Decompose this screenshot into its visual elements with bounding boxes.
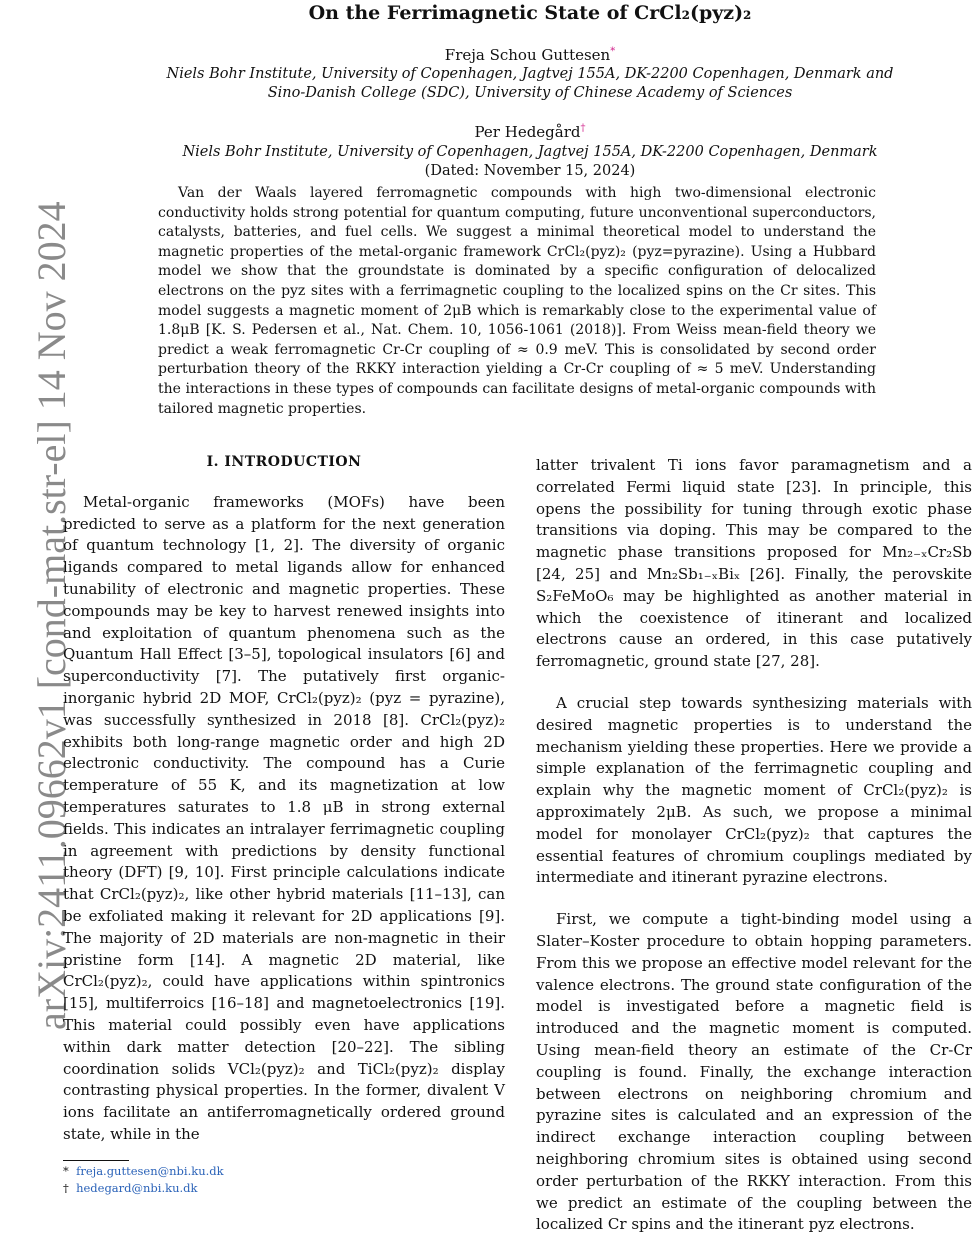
right-column <box>536 455 972 1236</box>
dated-line: (Dated: November 15, 2024) <box>424 163 636 179</box>
author-1 <box>0 46 975 64</box>
intro-paragraph-2: A crucial step towards synthesizing materials with desired magnetic properties is to understand the mechanism yielding these properties. Here we provide a simple explanation of the ferrimagnetic coupling and explain why the magnetic moment of CrCl₂(pyz)₂ is approximately 2μB. As such, we propose a minimal model for monolayer CrCl₂(pyz)₂ that captures the essential features of chromium couplings mediated by intermediate and itinerant pyrazine electrons. <box>536 693 972 887</box>
left-column <box>63 452 505 1146</box>
paper-title: On the Ferrimagnetic State of CrCl₂(pyz)₂ <box>308 2 752 24</box>
intro-paragraph-1: Metal-organic frameworks (MOFs) have been predicted to serve as a platform for the next generation of quantum technology [1, 2]. The diversity of organic ligands compared to metal ligands allow for enhanced tunability of electronic and magnetic properties. These compounds may be key to harvest renewed insights into and exploitation of quantum phenomena such as the Quantum Hall Effect [3–5], topological insulators [6] and superconductivity [7]. The putatively first organic-inorganic hybrid 2D MOF, CrCl₂(pyz)₂ (pyz = pyrazine), was successfully synthesized in 2018 [8]. CrCl₂(pyz)₂ exhibits both long-range magnetic order and high 2D electronic conductivity. The compound has a Curie temperature of 55 K, and its magnetization at low temperatures saturates to 1.8 μB in strong external fields. This indicates an intralayer ferrimagnetic coupling in agreement with predictions by density functional theory (DFT) [9, 10]. First principle calculations indicate that CrCl₂(pyz)₂, like other hybrid materials [11–13], can be exfoliated making it relevant for 2D applications [9]. The majority of 2D materials are non-magnetic in their pristine form [14]. A magnetic 2D material, like CrCl₂(pyz)₂, could have applications within spintronics [15], multiferroics [16–18] and magnetoelectronics [19]. This material could possibly even have applications within dark matter detection [20–22]. The sibling coordination solids VCl₂(pyz)₂ and TiCl₂(pyz)₂ display contrasting physical properties. In the former, divalent V ions facilitate an antiferromagnetically ordered ground state, while in the <box>63 492 505 1143</box>
arxiv-identifier[interactable]: arXiv:2411.09662v1 [cond-mat.str-el] 14 Nov 2024 <box>29 201 74 1030</box>
author-1-name: Freja Schou Guttesen <box>444 46 611 64</box>
footnote-2 <box>63 1181 197 1195</box>
author-1-mark[interactable]: * <box>610 46 616 57</box>
intro-paragraph-continued: latter trivalent Ti ions favor paramagnetism and a correlated Fermi liquid state [23]. In principle, this opens the possibility for tuning through exotic phase transitions via doping. This may be compared to the magnetic phase transitions proposed for Mn₂₋ₓCr₂Sb [24, 25] and Mn₂Sb₁₋ₓBiₓ [26]. Finally, the perovskite S₂FeMoO₆ may be highlighted as another material in which the coexistence of itinerant and localized electrons cause an ordered, in this case putatively ferromagnetic, ground state [27, 28]. <box>536 456 972 671</box>
footnote-rule <box>63 1160 129 1161</box>
arxiv-sidebar <box>0 201 74 1030</box>
author-2-name: Per Hedegård <box>474 123 581 141</box>
abstract: Van der Waals layered ferromagnetic compounds with high two-dimensional electronic conductivity holds strong potential for quantum computing, future unconventional superconductors, catalysts, batteries, and fuel cells. We suggest a minimal theoretical model to understand the magnetic properties of the metal-organic framework CrCl₂(pyz)₂ (pyz=pyrazine). Using a Hubbard model we show that the groundstate is dominated by a specific configuration of delocalized electrons on the pyz sites with a ferrimagnetic coupling to the localized spins on the Cr sites. This model suggests a magnetic moment of 2μB which is remarkably close to the experimental value of 1.8μB [K. S. Pedersen et al., Nat. Chem. 10, 1056-1061 (2018)]. From Weiss mean-field theory we predict a weak ferromagnetic Cr-Cr coupling of ≈ 0.9 meV. This is consolidated by second order perturbation theory of the RKKY interaction yielding a Cr-Cr coupling of ≈ 5 meV. Understanding the interactions in these types of compounds can facilitate designs of metal-organic compounds with tailored magnetic properties. <box>158 185 876 417</box>
footnote-2-mark: † <box>63 1181 69 1195</box>
footnote-1-email-link[interactable]: freja.guttesen@nbi.ku.dk <box>76 1164 224 1178</box>
author-2-mark[interactable]: † <box>580 123 586 134</box>
footnote-1-mark: * <box>63 1164 69 1178</box>
footnote-1 <box>63 1164 224 1178</box>
author-1-affiliation-2: Sino-Danish College (SDC), University of Chinese Academy of Sciences <box>267 85 793 101</box>
section-heading: I. INTRODUCTION <box>206 454 362 470</box>
author-1-affiliation: Niels Bohr Institute, University of Copenhagen, Jagtvej 155A, DK-2200 Copenhagen, Denmark and <box>166 66 894 82</box>
footnote-2-email-link[interactable]: hedegard@nbi.ku.dk <box>76 1181 198 1195</box>
intro-paragraph-3: First, we compute a tight-binding model using a Slater–Koster procedure to obtain hopping parameters. From this we propose an effective model relevant for the valence electrons. The ground state configuration of the model is investigated before a magnetic field is introduced and the magnetic moment is computed. Using mean-field theory an estimate of the Cr-Cr coupling is found. Finally, the exchange interaction between electrons on neighboring chromium and pyrazine sites is calculated and an expression of the indirect exchange interaction coupling between neighboring chromium sites is obtained using second order perturbation of the RKKY interaction. From this we predict an estimate of the coupling between the localized Cr spins and the itinerant pyz electrons. <box>536 910 972 1234</box>
author-2 <box>0 123 975 141</box>
author-2-affiliation: Niels Bohr Institute, University of Copenhagen, Jagtvej 155A, DK-2200 Copenhagen, Denmark <box>182 144 878 160</box>
